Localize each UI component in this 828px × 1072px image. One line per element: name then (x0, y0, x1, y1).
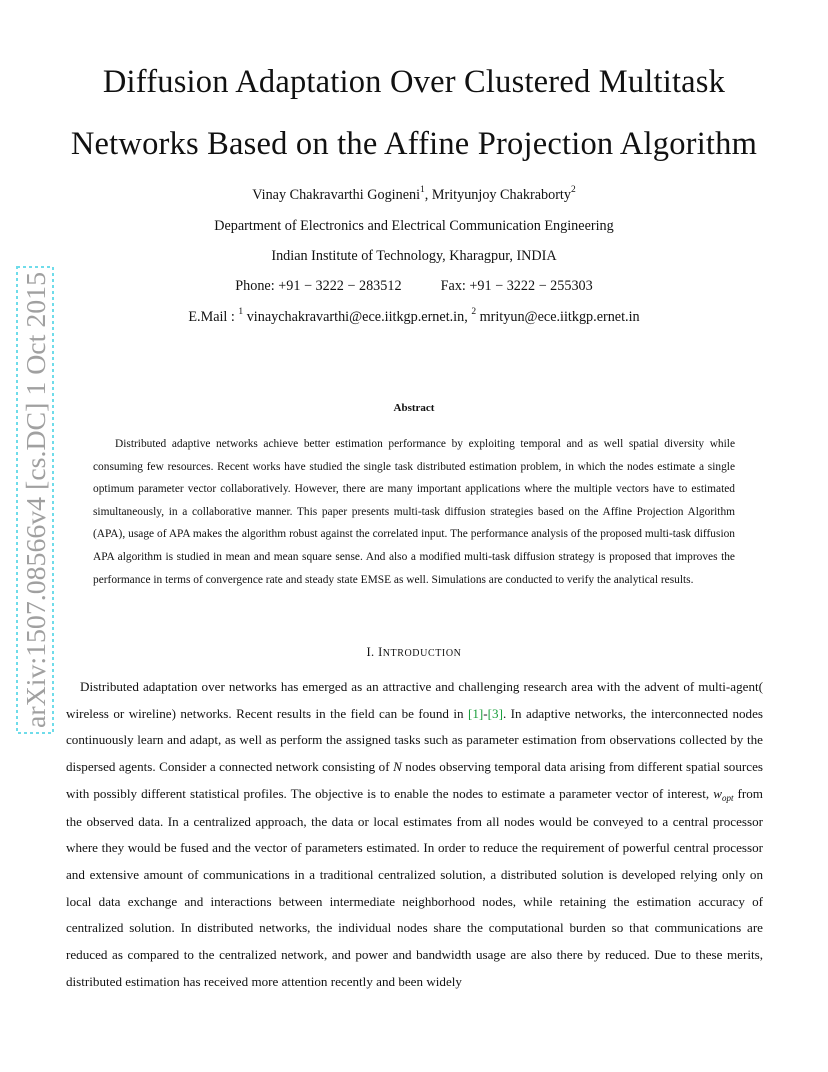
author-2: Mrityunjoy Chakraborty (431, 187, 571, 203)
math-N: N (393, 759, 402, 775)
arxiv-watermark (14, 265, 56, 735)
paper-title-line-2: Networks Based on the Affine Projection Algorithm (70, 126, 758, 162)
intro-text-c: nodes observing temporal data arising from different spatial sources with possibly different statistical profiles. The objective is to enable the nodes to estimate a parameter vector of interest, (66, 759, 763, 801)
paper-title-line-1: Diffusion Adaptation Over Clustered Multitask (102, 64, 726, 100)
phone: Phone: +91 − 3222 − 283512 (235, 278, 402, 294)
author-line (0, 187, 828, 204)
watermark-text: arXiv:1507.08566v4 [cs.DC] 1 Oct 2015 (21, 285, 51, 728)
math-w-subscript: opt (721, 792, 734, 803)
author-separator: , (424, 187, 432, 203)
intro-text-d: from the observed data. In a centralized approach, the data or local estimates from all nodes would be conveyed to a central processor where they would be fused and the vector of parameters estimated. In order to reduce the requirement of powerful central processor and extensive amount of communications in a traditional centralized solution, a distributed solution is developed relying only on local data exchange and interactions between intermediate neighborhood nodes, while retaining the estimation accuracy of centralized solution. In distributed networks, the individual nodes share the computational burden so that communications are reduced as compared to the centralized network, and power and bandwidth usage are also there by reduced. Due to these merits, distributed estimation has received more attention recently and been widely (66, 785, 763, 989)
fax: Fax: +91 − 3222 − 255303 (440, 278, 593, 294)
section-title-rest: NTRODUCTION (382, 648, 462, 659)
email-1[interactable]: vinaychakravarthi@ece.iitkgp.ernet.in, (243, 309, 472, 325)
email-1-mark: 1 (238, 307, 244, 318)
citation-range-dash: - (483, 705, 488, 721)
email-line (0, 309, 828, 326)
section-heading-introduction (0, 645, 828, 660)
section-number: I. (366, 645, 379, 659)
arxiv-watermark-graphic (14, 265, 56, 735)
intro-text-a: Distributed adaptation over networks has emerged as an attractive and challenging research area with the advent of multi-agent( wireless or wireline) networks. Recent results in the field can be found in (66, 679, 763, 721)
email-2-mark: 2 (471, 307, 477, 318)
phone-fax-line (0, 278, 828, 295)
author-1-affiliation-mark: 1 (420, 185, 425, 196)
email-2[interactable]: mrityun@ece.iitkgp.ernet.in (476, 309, 640, 325)
abstract-text: Distributed adaptive networks achieve better estimation performance by exploiting temporal and as well spatial diversity while consuming few resources. Recent works have studied the single task distributed estimation problem, in which the nodes estimate a single optimum parameter vector collaboratively. However, there are many important applications where the multiple vectors have to estimated simultaneously, in a collaborative manner. This paper presents multi-task diffusion strategies based on the Affine Projection Algorithm (APA), usage of APA makes the algorithm robust against the correlated input. The performance analysis of the proposed multi-task diffusion APA algorithm is studied in mean and mean square sense. And also a modified multi-task diffusion strategy is proposed that improves the performance in terms of convergence rate and steady state EMSE as well. Simulations are conducted to verify the analytical results. (93, 438, 735, 586)
math-w: w (713, 785, 722, 801)
email-label: E.Mail : (188, 309, 239, 325)
institute: Indian Institute of Technology, Kharagpur, INDIA (271, 248, 557, 264)
introduction-paragraph (66, 674, 763, 995)
citation-link-1[interactable]: [1] (468, 705, 484, 721)
section-first-letter: I (378, 645, 383, 659)
author-1: Vinay Chakravarthi Gogineni (252, 187, 421, 203)
author-2-affiliation-mark: 2 (570, 185, 576, 196)
department: Department of Electronics and Electrical Communication Engineering (214, 218, 614, 234)
abstract-heading: Abstract (393, 402, 435, 414)
citation-link-3[interactable]: [3] (487, 705, 503, 721)
intro-text-b: . In adaptive networks, the interconnected nodes continuously learn and adapt, as well as perform the assigned tasks such as parameter estimation from observations collected by the dispersed agents. Consider a connected network consisting of (66, 705, 763, 775)
